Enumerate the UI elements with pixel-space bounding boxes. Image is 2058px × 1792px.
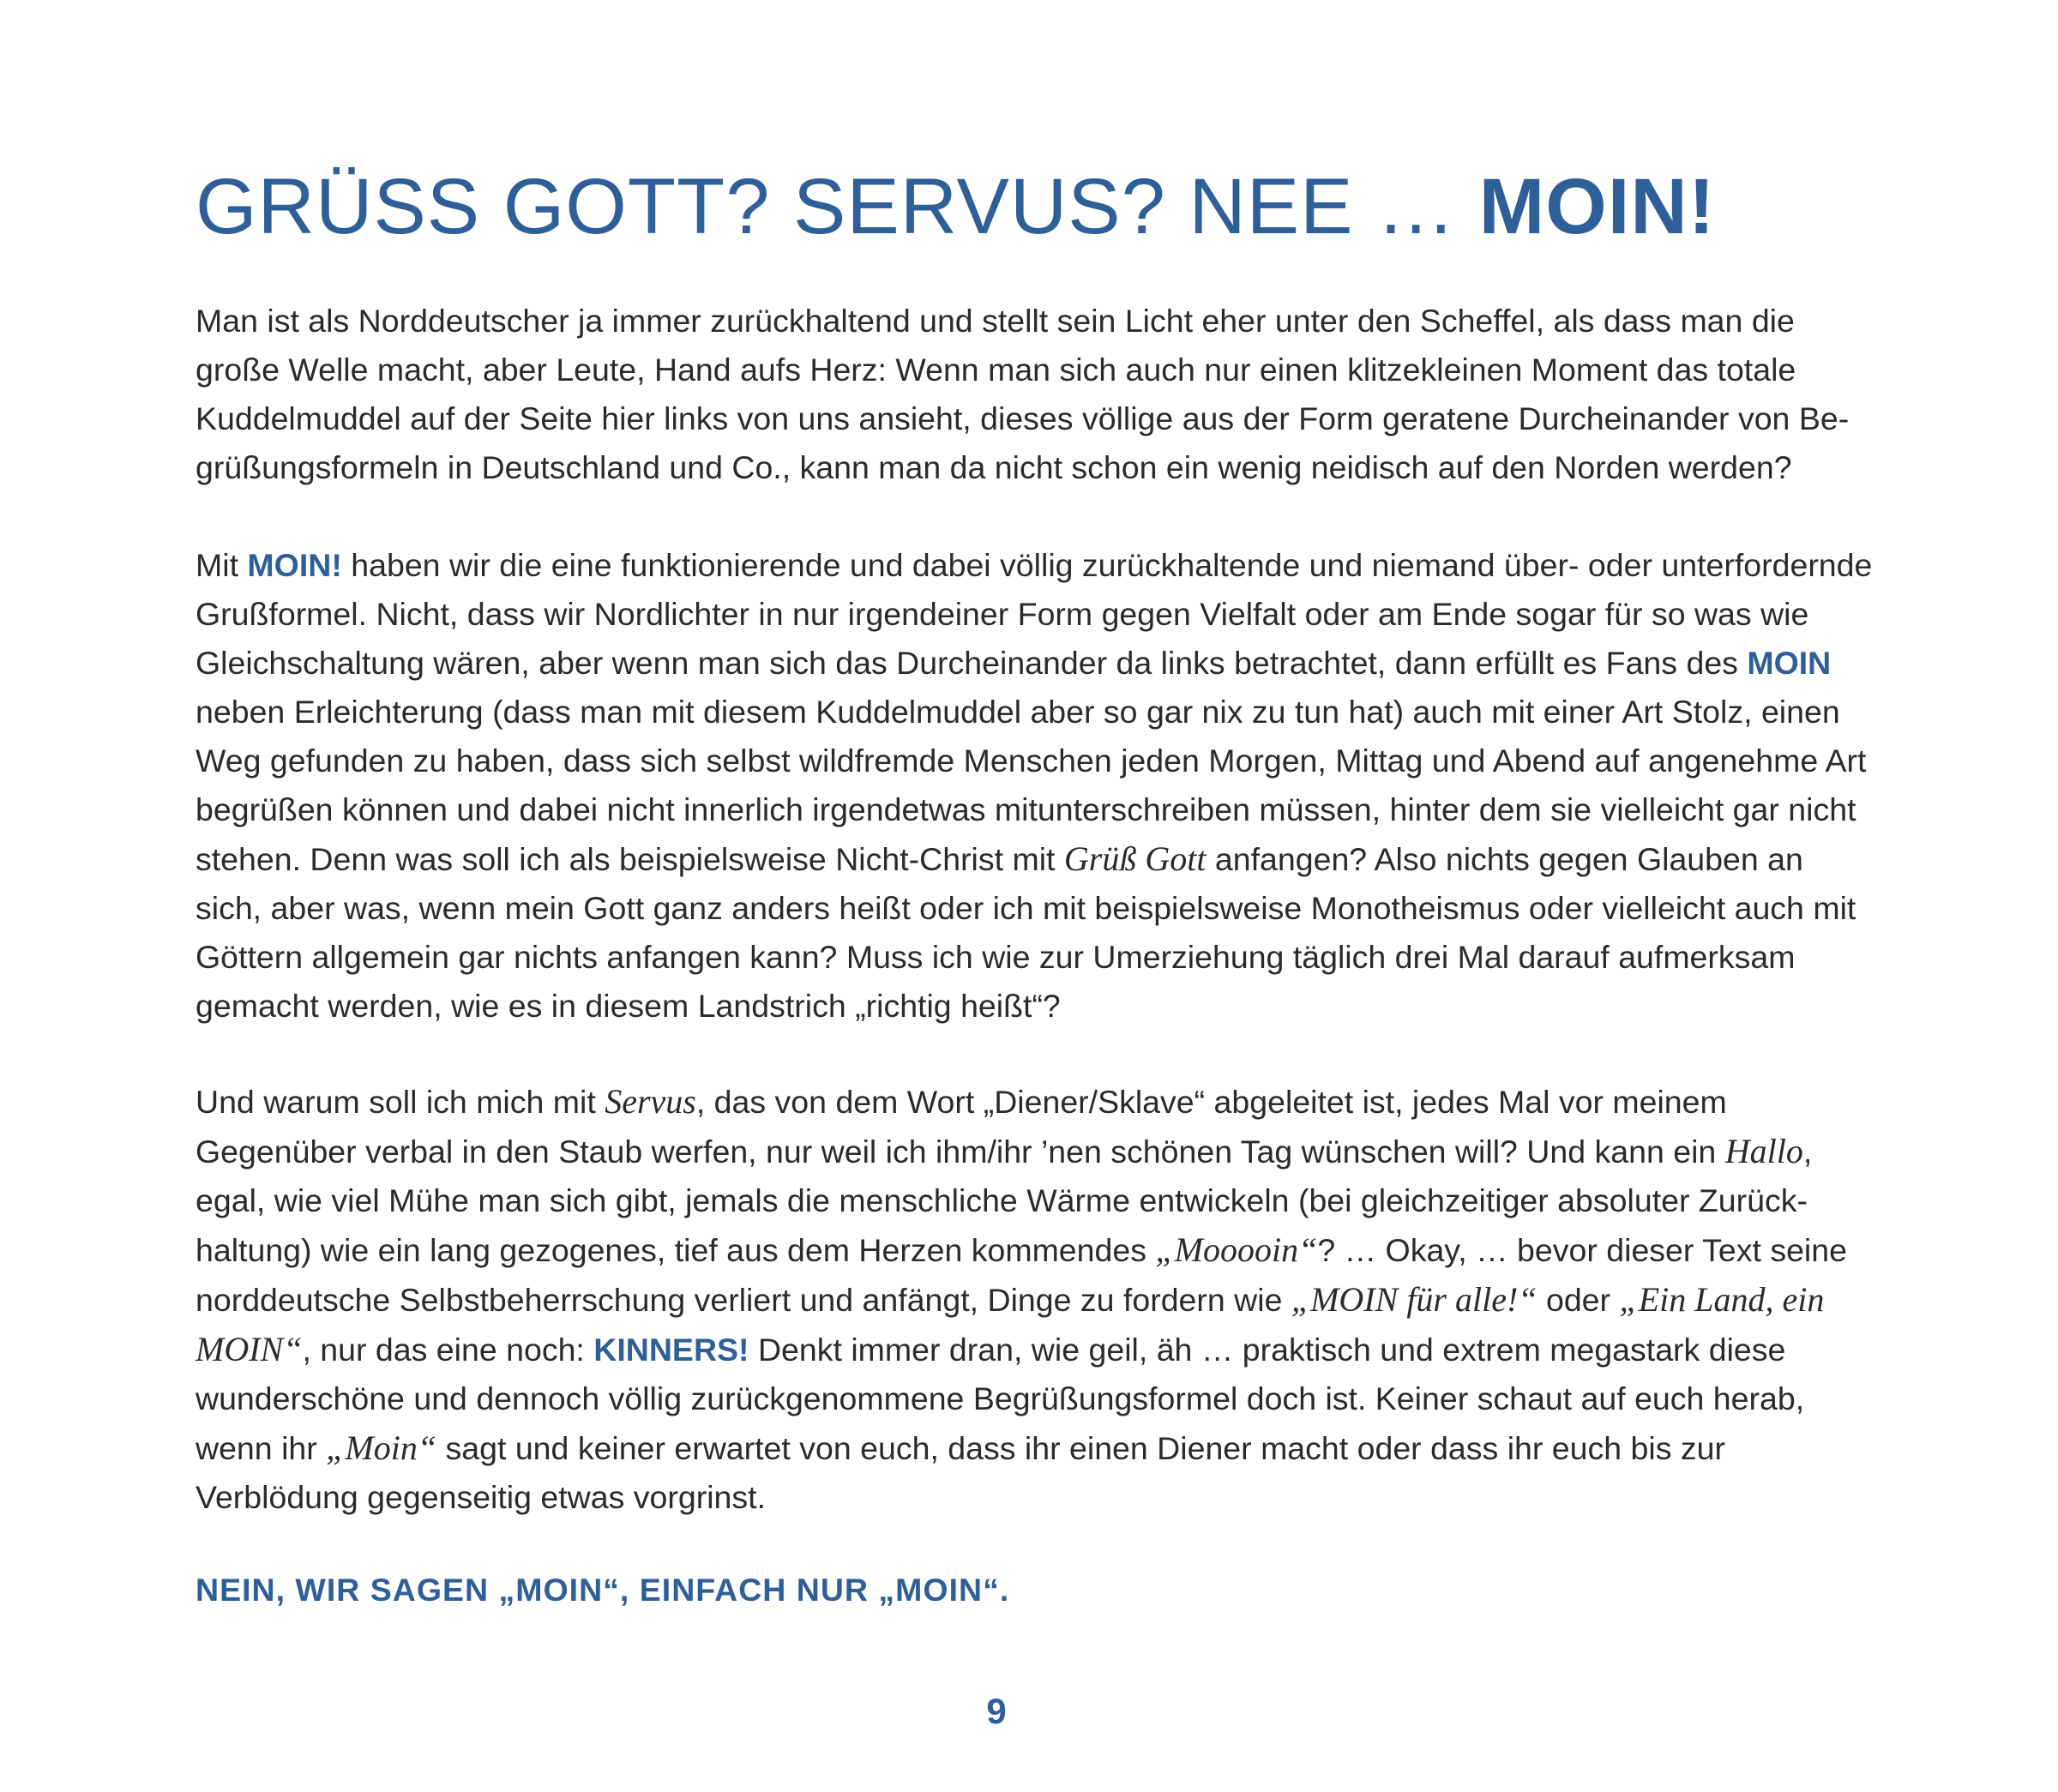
highlight-kinners: KINNERS! (593, 1332, 749, 1368)
title-moin: MOIN! (1478, 163, 1716, 250)
emphasis-servus: Servus (605, 1082, 696, 1121)
text-run: oder (1537, 1282, 1620, 1318)
highlight-moin: MOIN (1747, 645, 1832, 681)
page-title (196, 159, 1716, 254)
closing-line: NEIN, WIR SAGEN „MOIN“, EINFACH NUR „MOIN“. (196, 1572, 1010, 1608)
text-run: Denkt immer dran, wie geil, äh … praktisch und extrem megastark diese wunderschöne und dennoch völlig zurückgenommene Begrüßungsformel doch ist. Keiner schaut auf euch herab, wenn ihr (196, 1332, 1805, 1466)
text-run: , das von dem Wort „Diener/Sklave“ abgeleitet ist, jedes Mal vor meinem Gegenüber verbal in den Staub werfen, nur weil ich ihm/ihr ’nen schönen Tag wünschen will? Und kann ein (196, 1084, 1727, 1170)
emphasis-gruss-gott: Grüß Gott (1063, 839, 1207, 878)
paragraph-servus (196, 1077, 1876, 1522)
emphasis-moin-quote: „Moin“ (326, 1428, 437, 1467)
title-regular: GRÜSS GOTT? SERVUS? NEE … (196, 163, 1479, 250)
text-run: , egal, wie viel Mühe man sich gibt, jemals die menschliche Wärme entwickeln (bei gleichzeitiger absoluter Zurückhaltung) wie ein lang gezogenes, tief aus dem Herzen kommendes (196, 1134, 1813, 1268)
text-run: , nur das eine noch: (302, 1332, 594, 1368)
paragraph-moin (196, 541, 1876, 1031)
paragraph-intro: Man ist als Norddeutscher ja immer zurückhaltend und stellt sein Licht eher unter den Scheffel, als dass man die große Welle macht, aber Leute, Hand aufs Herz: Wenn man sich auch nur einen klitzekleinen Moment das totale Kuddelmuddel auf der Seite hier links von uns ansieht, dieses völlige aus der Form geratene Durcheinander von Begrüßungsformeln in Deutschland und Co., kann man da nicht schon ein wenig neidisch auf den Norden werden? (196, 303, 1850, 485)
emphasis-hallo: Hallo (1724, 1132, 1803, 1170)
text-run: haben wir die eine funktionierende und dabei völlig zurückhaltende und niemand über- oder unterfordernde Grußformel. Nicht, dass wir Nordlichter in nur irgendeiner Form gegen Vielfalt oder am Ende sogar für so was wie Gleichschaltung wären, aber wenn man sich das Durcheinander da links betrachtet, dann erfüllt es Fans des (196, 547, 1873, 681)
emphasis-mooooin: „Mooooin“ (1155, 1230, 1318, 1269)
text-run: anfangen? Also nichts gegen Glauben an sich, aber was, wenn mein Gott ganz anders heißt oder ich mit beispielsweise Monotheismus oder vielleicht auch mit Göttern allgemein gar nichts anfangen kann? Muss ich wie zur Umerziehung täglich drei Mal darauf aufmerksam gemacht werden, wie es in diesem Landstrich „richtig heißt“? (196, 841, 1856, 1024)
emphasis-ein-land: „Ein Land, ein MOIN“ (196, 1280, 1825, 1368)
text-run: ? … Okay, … bevor dieser Text seine norddeutsche Selbstbeherrschung verliert und anfängt, Dinge zu fordern wie (196, 1232, 1847, 1318)
text-run: sagt und keiner erwartet von euch, dass ihr einen Diener macht oder dass ihr euch bis zur Verblödung gegenseitig etwas vorgrinst. (196, 1430, 1725, 1515)
text-run: neben Erleichterung (dass man mit diesem Kuddelmuddel aber so gar nix zu tun hat) auch mit einer Art Stolz, einen Weg gefunden zu haben, dass sich selbst wildfremde Menschen jeden Morgen, Mittag und Abend auf angenehme Art begrüßen können und dabei nicht innerlich irgendetwas mitunterschreiben müssen, hinter dem sie vielleicht gar nicht stehen. Denn was soll ich als beispielsweise Nicht-Christ mit (196, 694, 1867, 877)
text-run: Mit (196, 547, 248, 583)
highlight-moin: MOIN! (247, 547, 342, 583)
text-run: Und warum soll ich mich mit (196, 1084, 605, 1120)
page-number: 9 (986, 1691, 1007, 1731)
emphasis-moin-fuer-alle: „MOIN für alle!“ (1291, 1280, 1537, 1319)
book-page (196, 0, 1876, 1792)
